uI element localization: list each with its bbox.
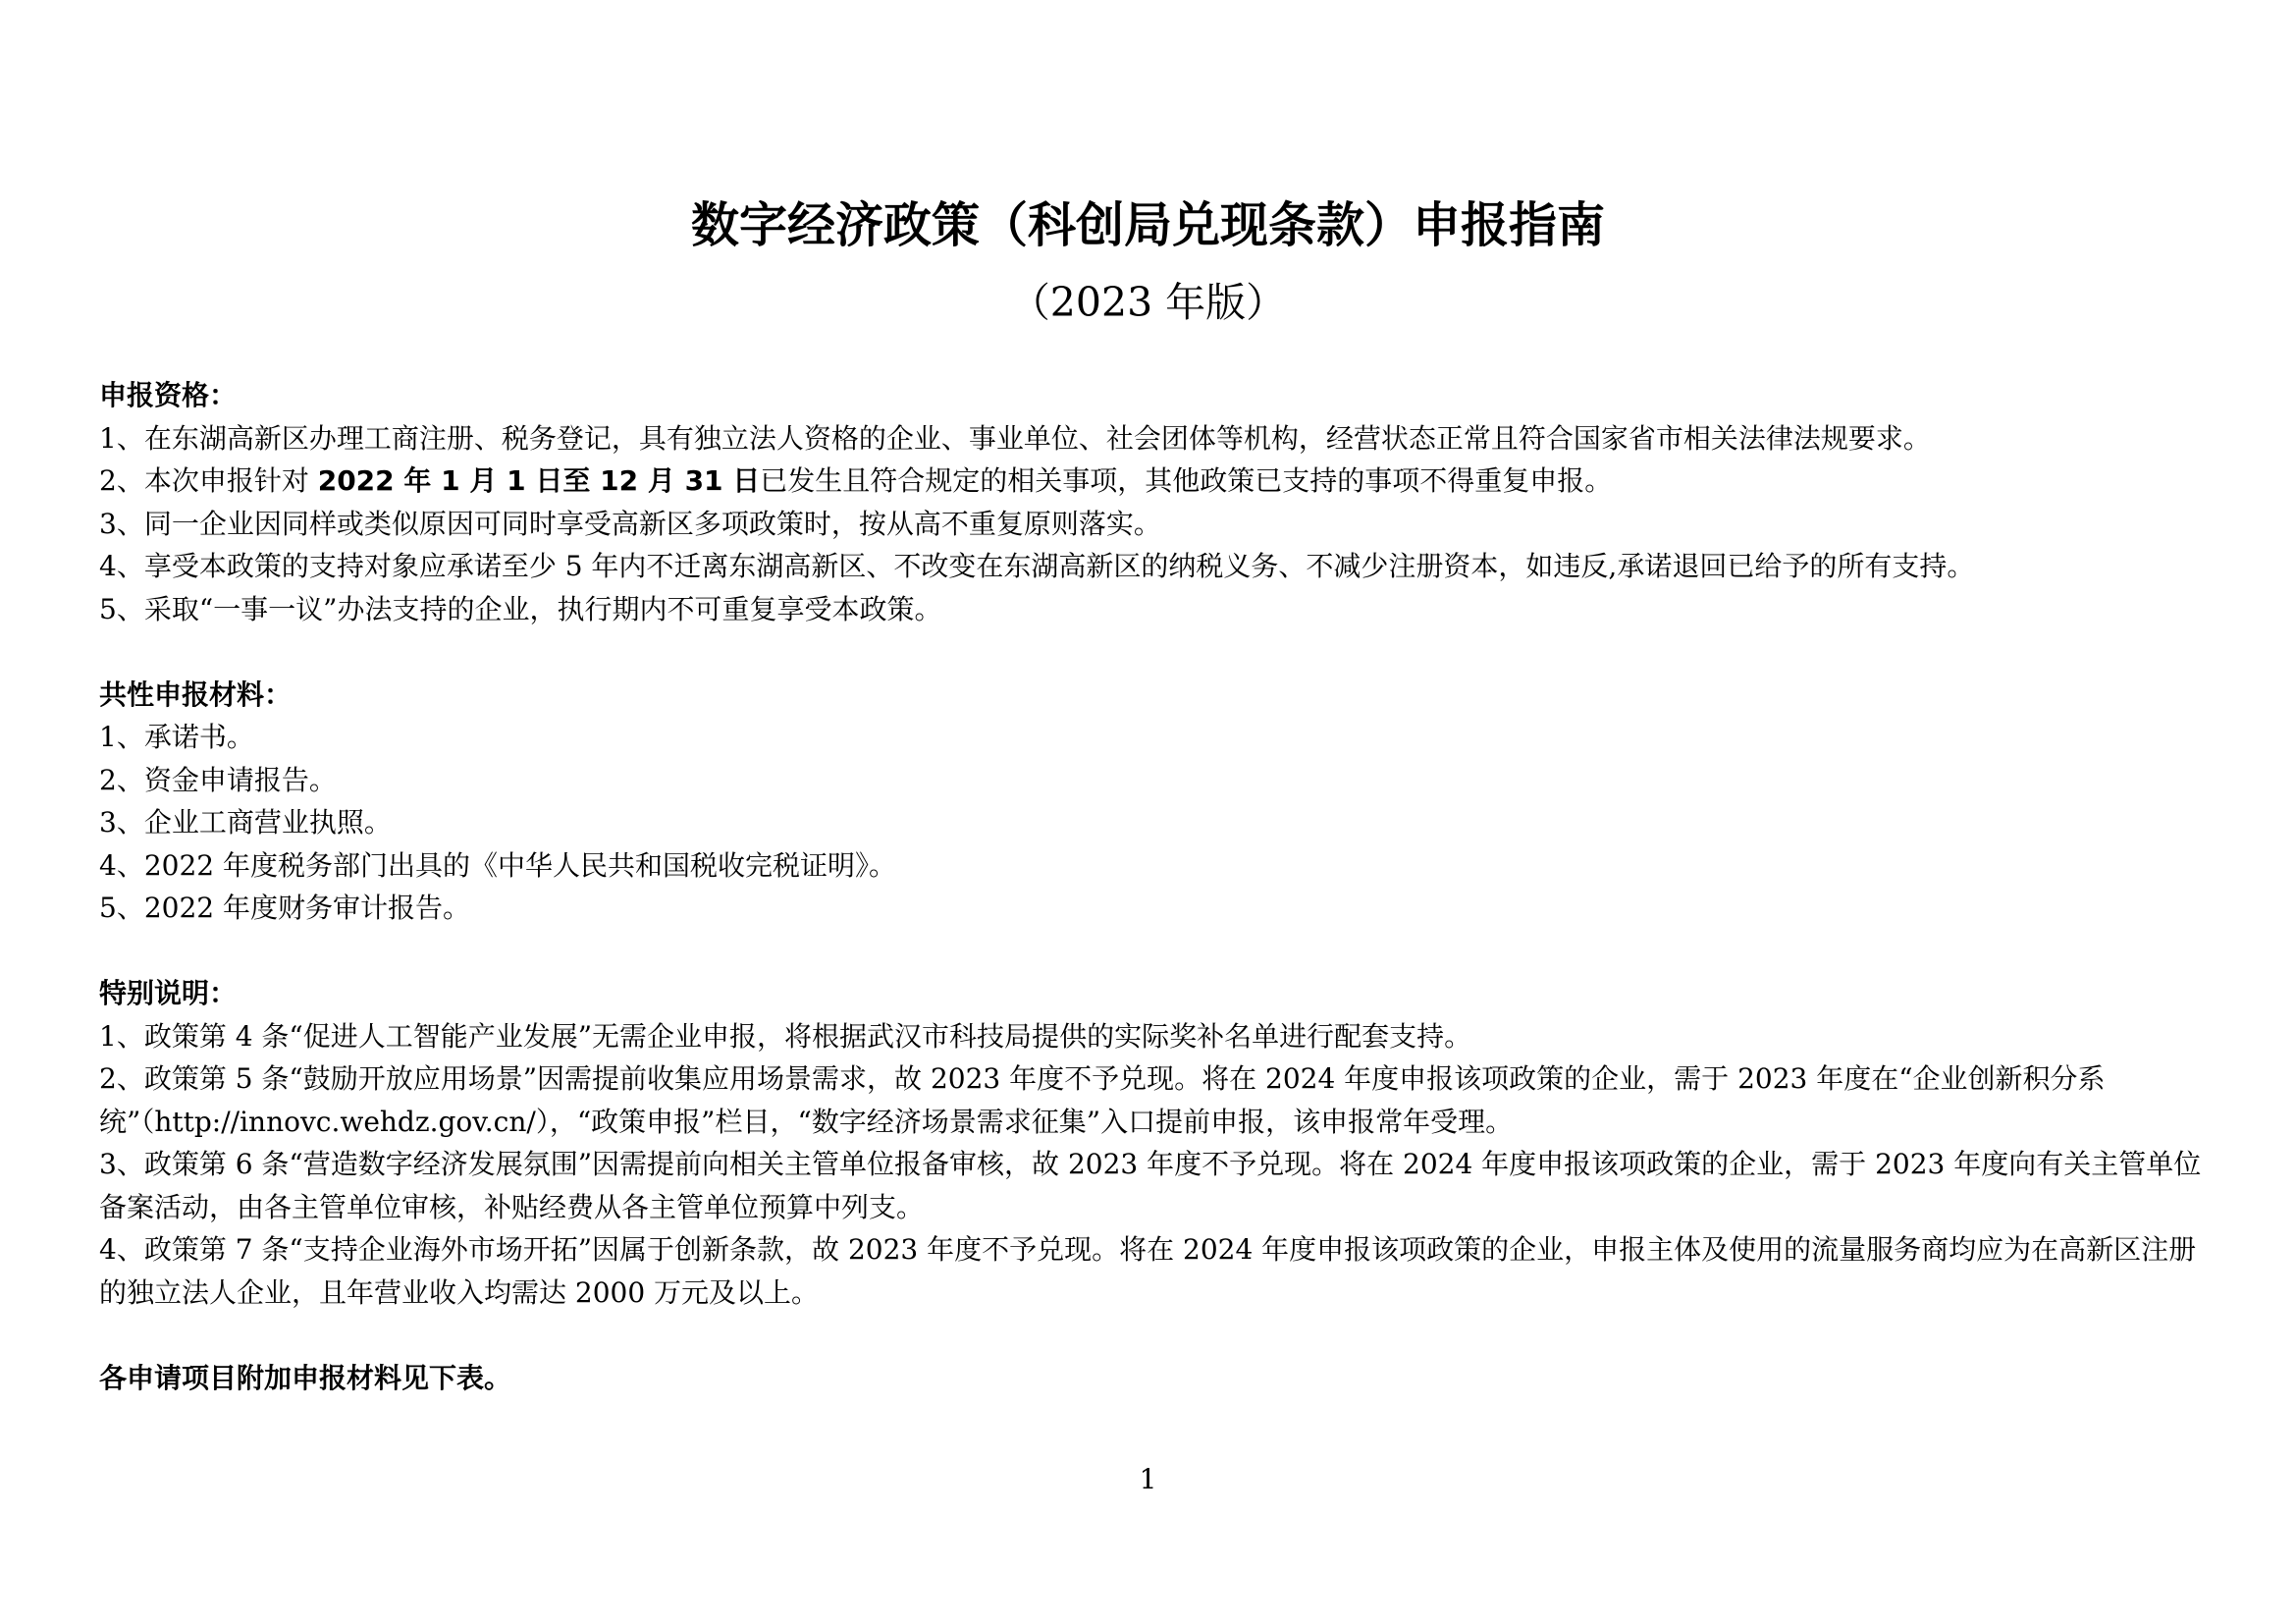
materials-item-4: 4、2022 年度税务部门出具的《中华人民共和国税收完税证明》。 [99, 848, 896, 882]
notes-heading: 特别说明： [99, 977, 238, 1009]
eligibility-item-4: 4、享受本政策的支持对象应承诺至少 5 年内不迁离东湖高新区、不改变在东湖高新区的纳税义务、不减少注册资本，如违反,承诺退回已给予的所有支持。 [99, 550, 1975, 582]
notes-item-2: 2、政策第 5 条“鼓励开放应用场景”因需提前收集应用场景需求，故 2023 年度不予兑现。将在 2024 年度申报该项政策的企业，需于 2023 年度在“企业创新积分系统”（http://innovc.wehdz.gov.cn/），“政策申报”栏目，“数字经济场景需求征集”入口提前申报，该申报常年受理。 [99, 1062, 2106, 1138]
document-subtitle: （2023 年版） [1009, 279, 1287, 326]
eligibility-item-1: 1、在东湖高新区办理工商注册、税务登记，具有独立法人资格的企业、事业单位、社会团体等机构，经营状态正常且符合国家省市相关法律法规要求。 [99, 421, 1931, 455]
document-title: 数字经济政策（科创局兑现条款）申报指南 [690, 197, 1605, 253]
eligibility-heading: 申报资格： [99, 379, 238, 411]
eligibility-section [99, 374, 2210, 630]
notes-section [99, 972, 2210, 1314]
eligibility-date-range: 2022 年 1 月 1 日至 12 月 31 日 [317, 464, 761, 497]
eligibility-item-5: 5、采取“一事一议”办法支持的企业，执行期内不可重复享受本政策。 [99, 592, 942, 625]
materials-section [99, 674, 2210, 930]
materials-item-2: 2、资金申请报告。 [99, 763, 337, 796]
notes-item-1: 1、政策第 4 条“促进人工智能产业发展”无需企业申报，将根据武汉市科技局提供的实际奖补名单进行配套支持。 [99, 1019, 1472, 1053]
eligibility-item-3: 3、同一企业因同样或类似原因可同时享受高新区多项政策时，按从高不重复原则落实。 [99, 507, 1161, 540]
materials-item-5: 5、2022 年度财务审计报告。 [99, 892, 470, 924]
section-spacer [99, 930, 2210, 973]
section-spacer [99, 630, 2210, 674]
eligibility-item-2 [99, 460, 2210, 503]
materials-item-3: 3、企业工商营业执照。 [99, 806, 392, 839]
notes-item-3: 3、政策第 6 条“营造数字经济发展氛围”因需提前向相关主管单位报备审核，故 2023 年度不予兑现。将在 2024 年度申报该项政策的企业，需于 2023 年度向有关主管单位备案活动，由各主管单位审核，补贴经费从各主管单位预算中列支。 [99, 1148, 2202, 1223]
materials-heading: 共性申报材料： [99, 677, 293, 711]
final-note: 各申请项目附加申报材料见下表。 [99, 1361, 512, 1394]
document-body [99, 374, 2210, 1399]
page-number: 1 [1139, 1463, 1157, 1495]
materials-item-1: 1、承诺书。 [99, 721, 254, 753]
section-spacer [99, 1314, 2210, 1357]
eligibility-item-2-suffix: 已发生且符合规定的相关事项，其他政策已支持的事项不得重复申报。 [760, 464, 1613, 497]
notes-item-4: 4、政策第 7 条“支持企业海外市场开拓”因属于创新条款，故 2023 年度不予兑现。将在 2024 年度申报该项政策的企业，申报主体及使用的流量服务商均应为在高新区注册的独立法人企业，且年营业收入均需达 2000 万元及以上。 [99, 1233, 2197, 1309]
eligibility-item-2-prefix: 2、本次申报针对 [99, 464, 318, 497]
